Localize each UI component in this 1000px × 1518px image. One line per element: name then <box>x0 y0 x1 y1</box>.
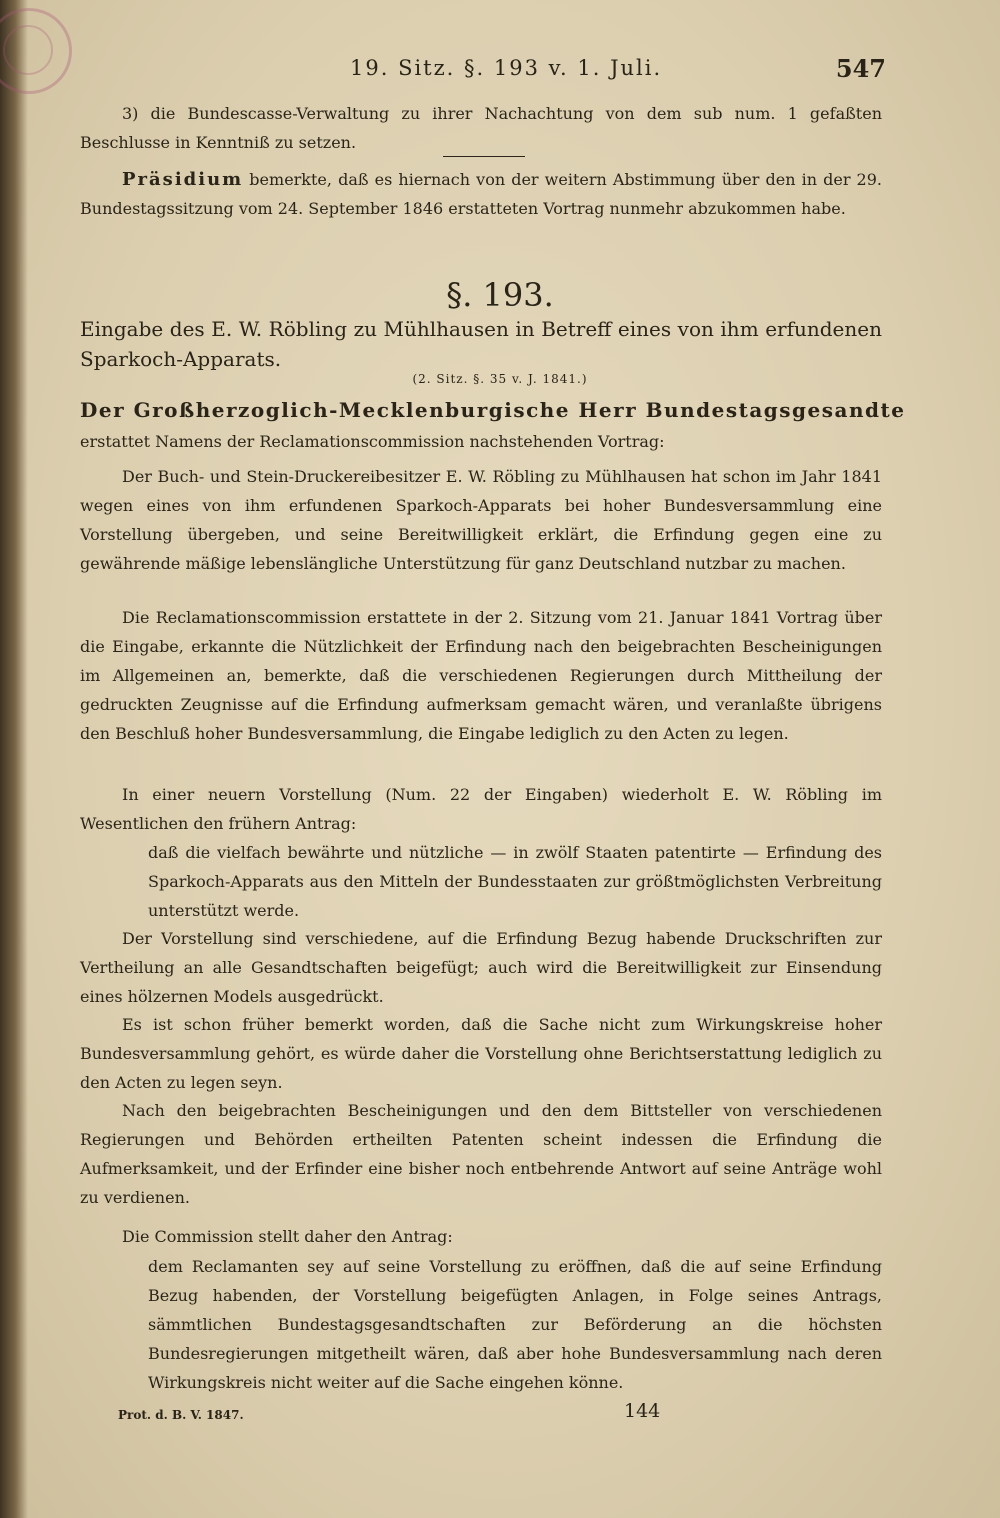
body-paragraph: Nach den beigebrachten Bescheinigungen und den dem Bittsteller von verschiedenen Regierungen und Behörden ertheilten Patenten scheint indessen die Erfindung die Aufmerksamkeit, und der Erfinder eine bisher noch entbehrende Antwort auf seine Anträge wohl zu verdienen. <box>80 1101 882 1207</box>
page-number: 547 <box>835 54 886 83</box>
body-paragraph: Die Reclamationscommission erstattete in der 2. Sitzung vom 21. Januar 1841 Vortrag über die Eingabe, erkannte die Nützlichkeit der Erfindung nach den beigebrachten Bescheinigungen im Allgemeinen an, bemerkte, daß die verschiedenen Regierungen durch Mittheilung der gedruckten Zeugnisse auf die Erfindung aufmerksam gemacht wären, und veranlaßte übrigens den Beschluß hoher Bundesversammlung, die Eingabe lediglich zu den Acten zu legen. <box>80 608 882 743</box>
body-paragraph: Der Buch- und Stein-Druckereibesitzer E. W. Röbling zu Mühlhausen hat schon im Jahr 1841 wegen eines von ihm erfundenen Sparkoch-Apparats bei hoher Bundesversammlung eine Vorstellung übergeben, und seine Bereitwilligkeit erklärt, die Erfindung gegen eine zu gewährende mäßige lebenslängliche Unterstützung für ganz Deutschland nutzbar zu machen. <box>80 467 882 573</box>
footer-protocol-ref: Prot. d. B. V. 1847. <box>118 1408 244 1422</box>
book-spine-shadow <box>0 0 28 1518</box>
speaker-line: Der Großherzoglich-Mecklenburgische Herr Bundestagsgesandte <box>80 398 906 422</box>
section-citation: (2. Sitz. §. 35 v. J. 1841.) <box>412 372 588 386</box>
section-title: §. 193. <box>446 276 554 314</box>
page-header <box>80 54 886 88</box>
quoted-request: daß die vielfach bewährte und nützliche — in zwölf Staaten patentirte — Erfindung des Sparkoch-Apparats aus den Mitteln der Bundesstaaten zur größtmöglichsten Verbreitung unterstützt werde. <box>148 843 882 920</box>
body-paragraph: Es ist schon früher bemerkt worden, daß die Sache nicht zum Wirkungskreise hoher Bundesversammlung gehört, es würde daher die Vorstellung ohne Berichtserstattung lediglich zu den Acten zu legen seyn. <box>80 1015 882 1092</box>
library-stamp-icon <box>0 8 72 94</box>
running-head: 19. Sitz. §. 193 v. 1. Juli. <box>350 56 663 80</box>
paragraph-item-3: 3) die Bundescasse-Verwaltung zu ihrer Nachachtung von dem sub num. 1 gefaßten Beschlusse in Kenntniß zu setzen. <box>80 104 882 152</box>
section-heading: Eingabe des E. W. Röbling zu Mühlhausen in Betreff eines von ihm erfundenen Sparkoch-Apparats. <box>80 317 882 371</box>
body-paragraph: Der Vorstellung sind verschiedene, auf die Erfindung Bezug habende Druckschriften zur Vertheilung an alle Gesandtschaften beigefügt; auch wird die Bereitwilligkeit zur Einsendung eines hölzernen Models ausgedrückt. <box>80 929 882 1006</box>
body-paragraph: In einer neuern Vorstellung (Num. 22 der Eingaben) wiederholt E. W. Röbling im Wesentlichen den frühern Antrag: <box>80 785 882 833</box>
divider <box>443 156 525 157</box>
presidium-paragraph <box>80 165 882 223</box>
body-paragraph: Die Commission stellt daher den Antrag: <box>122 1227 453 1246</box>
presidium-label: Präsidium <box>122 169 244 190</box>
footer-signature-number: 144 <box>624 1400 661 1422</box>
speaker-continuation: erstattet Namens der Reclamationscommission nachstehenden Vortrag: <box>80 432 665 451</box>
presidium-text: bemerkte, daß es hiernach von der weitern Abstimmung über den in der 29. Bundestagssitzung vom 24. September 1846 erstatteten Vortrag nunmehr abzukommen habe. <box>80 170 882 218</box>
commission-proposal: dem Reclamanten sey auf seine Vorstellung zu eröffnen, daß die auf seine Erfindung Bezug habenden, der Vorstellung beigefügten Anlagen, in Folge seines Antrags, sämmtlichen Bundestagsgesandtschaften zur Beförderung an die höchsten Bundesregierungen mitgetheilt wären, daß aber hohe Bundesversammlung nach deren Wirkungskreis nicht weiter auf die Sache eingehen könne. <box>148 1257 882 1392</box>
